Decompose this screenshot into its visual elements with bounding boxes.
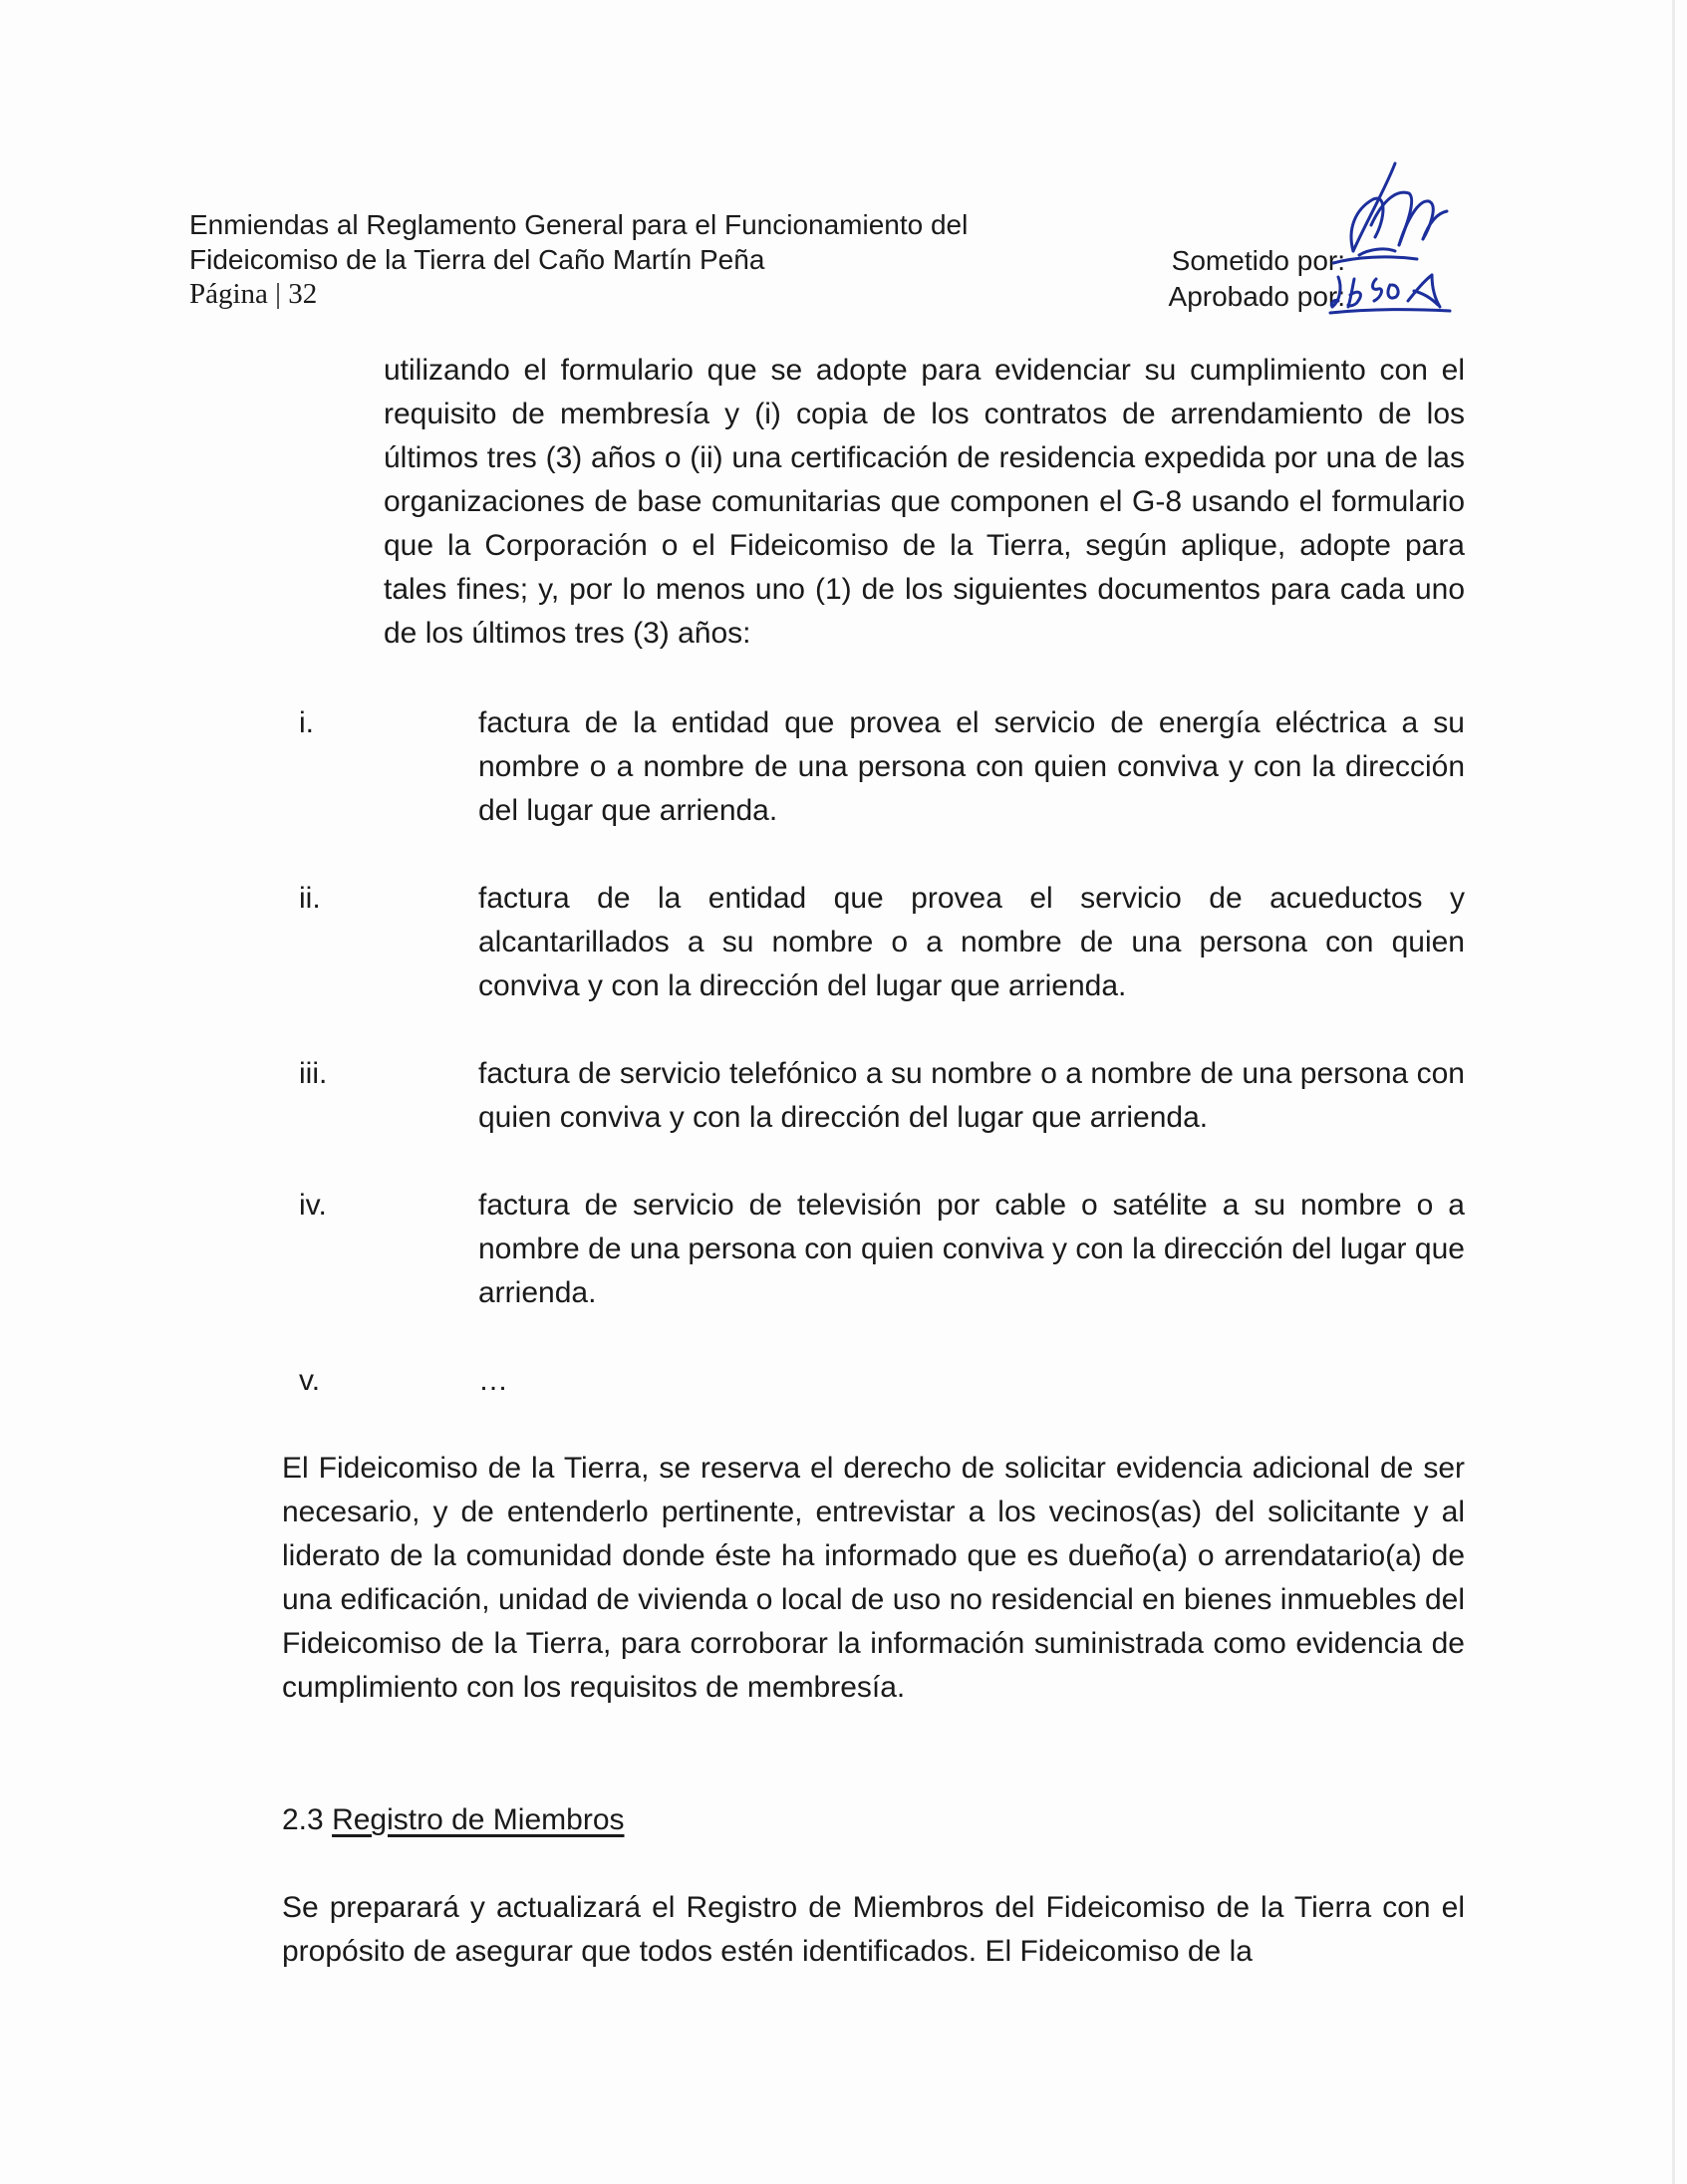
list-item-text: … <box>478 1364 508 1397</box>
registro-paragraph: Se preparará y actualizará el Registro de Miembros del Fideicomiso de la Tierra con el propósito de asegurar que todos estén identificados. El Fideicomiso de la <box>282 1891 1465 1968</box>
list-item-text: factura de servicio de televisión por cable o satélite a su nombre o a nombre de una persona con quien conviva y con la dirección del lugar que arrienda. <box>478 1189 1465 1309</box>
list-item <box>299 877 1465 1008</box>
header-title-line-1: Enmiendas al Reglamento General para el Funcionamiento del <box>189 209 969 240</box>
list-item <box>299 1052 1465 1140</box>
list-item-number: iv. <box>299 1189 327 1222</box>
page-edge <box>1672 0 1675 2184</box>
list-item <box>299 1359 1465 1403</box>
list-item-text: factura de la entidad que provea el servicio de energía eléctrica a su nombre o a nombre de una persona con quien conviva y con la dirección del lugar que arrienda. <box>478 706 1465 827</box>
list-item-text: factura de servicio telefónico a su nombre o a nombre de una persona con quien conviva y con la dirección del lugar que arrienda. <box>478 1057 1465 1134</box>
list-item-number: ii. <box>299 882 321 915</box>
list-item-text: factura de la entidad que provea el servicio de acueductos y alcantarillados a su nombre o a nombre de una persona con quien conviva y con la dirección del lugar que arrienda. <box>478 882 1465 1002</box>
approved-by-label: Aprobado por: <box>1168 281 1345 312</box>
submitted-signature <box>1325 159 1455 271</box>
reserve-paragraph: El Fideicomiso de la Tierra, se reserva el derecho de solicitar evidencia adicional de ser necesario, y de entenderlo pertinente, entrevistar a los vecinos(as) del solicitante y al liderato de la comunidad donde éste ha informado que es dueño(a) o arrendatario(a) de una edificación, unidad de vivienda o local de uso no residencial en bienes inmuebles del Fideicomiso de la Tierra, para corroborar la información suministrada como evidencia de cumplimiento con los requisitos de membresía. <box>282 1452 1465 1704</box>
page-number: Página | 32 <box>189 278 318 310</box>
header-title-line-2: Fideicomiso de la Tierra del Caño Martín Peña <box>189 244 765 275</box>
page-header <box>189 207 1445 312</box>
section-heading <box>282 1798 625 1842</box>
section-number: 2.3 <box>282 1803 324 1836</box>
list-item-number: v. <box>299 1364 321 1397</box>
submitted-by-label: Sometido por: <box>1171 245 1345 276</box>
list-item <box>299 701 1465 833</box>
list-item-number: i. <box>299 706 314 739</box>
list-item-number: iii. <box>299 1057 328 1090</box>
approved-signature <box>1328 271 1453 317</box>
intro-paragraph: utilizando el formulario que se adopte para evidenciar su cumplimiento con el requisito de membresía y (i) copia de los contratos de arrendamiento de los últimos tres (3) años o (ii) una certificación de residencia expedida por una de las organizaciones de base comunitarias que componen el G-8 usando el formulario que la Corporación o el Fideicomiso de la Tierra, según aplique, adopte para tales fines; y, por lo menos uno (1) de los siguientes documentos para cada uno de los últimos tres (3) años: <box>384 354 1465 650</box>
list-item <box>299 1184 1465 1315</box>
section-title: Registro de Miembros <box>332 1803 625 1836</box>
